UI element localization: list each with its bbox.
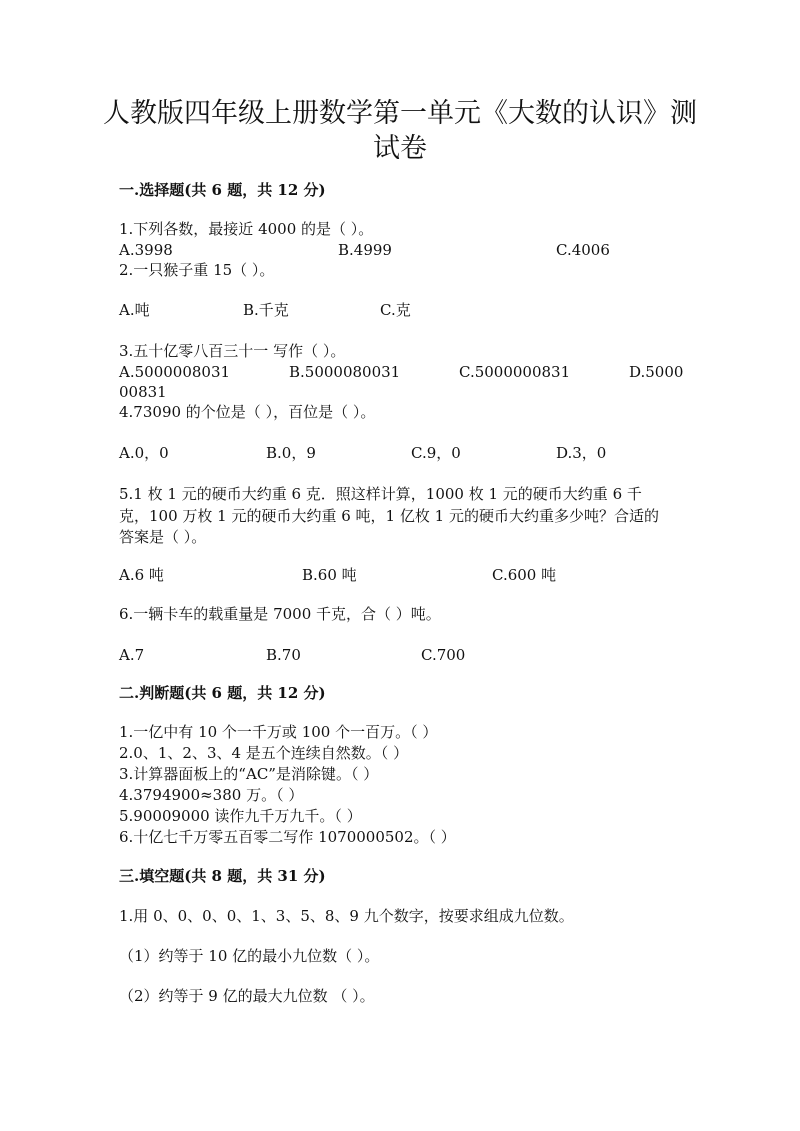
fill-question-1-part-2: （2）约等于 9 亿的最大九位数 （ ）。 [119, 987, 375, 1005]
q6-option-a: A.7 [119, 646, 145, 664]
judge-item-5: 5.90009000 读作九千万九千。（ ） [119, 807, 362, 825]
q4-option-d: D.3，0 [556, 444, 607, 462]
q4-option-c: C.9，0 [411, 444, 461, 462]
judge-item-3: 3.计算器面板上的“AC”是消除键。（ ） [119, 765, 379, 783]
section-heading-fill: 三.填空题(共 8 题，共 31 分) [119, 867, 326, 885]
fill-question-1: 1.用 0、0、0、0、1、3、5、8、9 九个数字，按要求组成九位数。 [119, 907, 574, 925]
question-1: 1.下列各数，最接近 4000 的是（ ）。 [119, 220, 374, 238]
q6-option-c: C.700 [421, 646, 466, 664]
q4-option-b: B.0，9 [266, 444, 316, 462]
question-4: 4.73090 的个位是（ ），百位是（ ）。 [119, 403, 376, 421]
q2-option-a: A.吨 [119, 301, 150, 319]
judge-item-1: 1.一亿中有 10 个一千万或 100 个一百万。（ ） [119, 723, 438, 741]
q2-option-c: C.克 [380, 301, 411, 319]
q1-option-c: C.4006 [556, 241, 610, 259]
q2-option-b: B.千克 [243, 301, 289, 319]
q3-option-a: A.5000008031 [119, 363, 231, 381]
page-title-line2: 试卷 [373, 133, 427, 164]
q6-option-b: B.70 [266, 646, 301, 664]
q5-option-c: C.600 吨 [492, 566, 557, 584]
question-6: 6.一辆卡车的载重量是 7000 千克，合（ ）吨。 [119, 605, 441, 623]
q5-option-a: A.6 吨 [119, 566, 164, 584]
question-5-line2: 克，100 万枚 1 元的硬币大约重 6 吨，1 亿枚 1 元的硬币大约重多少吨？合适的 [119, 507, 659, 525]
page-title-line1: 人教版四年级上册数学第一单元《大数的认识》测 [103, 98, 697, 129]
q3-option-b: B.5000080031 [289, 363, 401, 381]
judge-item-4: 4.3794900≈380 万。（ ） [119, 786, 304, 804]
section-heading-judge: 二.判断题(共 6 题，共 12 分) [119, 684, 326, 702]
question-3: 3.五十亿零八百三十一 写作（ ）。 [119, 342, 346, 360]
fill-question-1-part-1: （1）约等于 10 亿的最小九位数（ ）。 [119, 947, 380, 965]
q3-option-d-continued: 00831 [119, 383, 167, 401]
q4-option-a: A.0，0 [119, 444, 169, 462]
q3-option-d: D.5000 [629, 363, 684, 381]
question-5-line3: 答案是（ ）。 [119, 528, 207, 546]
q1-option-a: A.3998 [119, 241, 173, 259]
judge-item-2: 2.0、1、2、3、4 是五个连续自然数。（ ） [119, 744, 409, 762]
question-5-line1: 5.1 枚 1 元的硬币大约重 6 克．照这样计算，1000 枚 1 元的硬币大约重 6 千 [119, 485, 642, 503]
q1-option-b: B.4999 [338, 241, 392, 259]
judge-item-6: 6.十亿七千万零五百零二写作 1070000502。（ ） [119, 828, 456, 846]
q3-option-c: C.5000000831 [459, 363, 571, 381]
question-2: 2.一只猴子重 15（ ）。 [119, 261, 275, 279]
q5-option-b: B.60 吨 [302, 566, 357, 584]
section-heading-choice: 一.选择题(共 6 题，共 12 分) [119, 181, 326, 199]
